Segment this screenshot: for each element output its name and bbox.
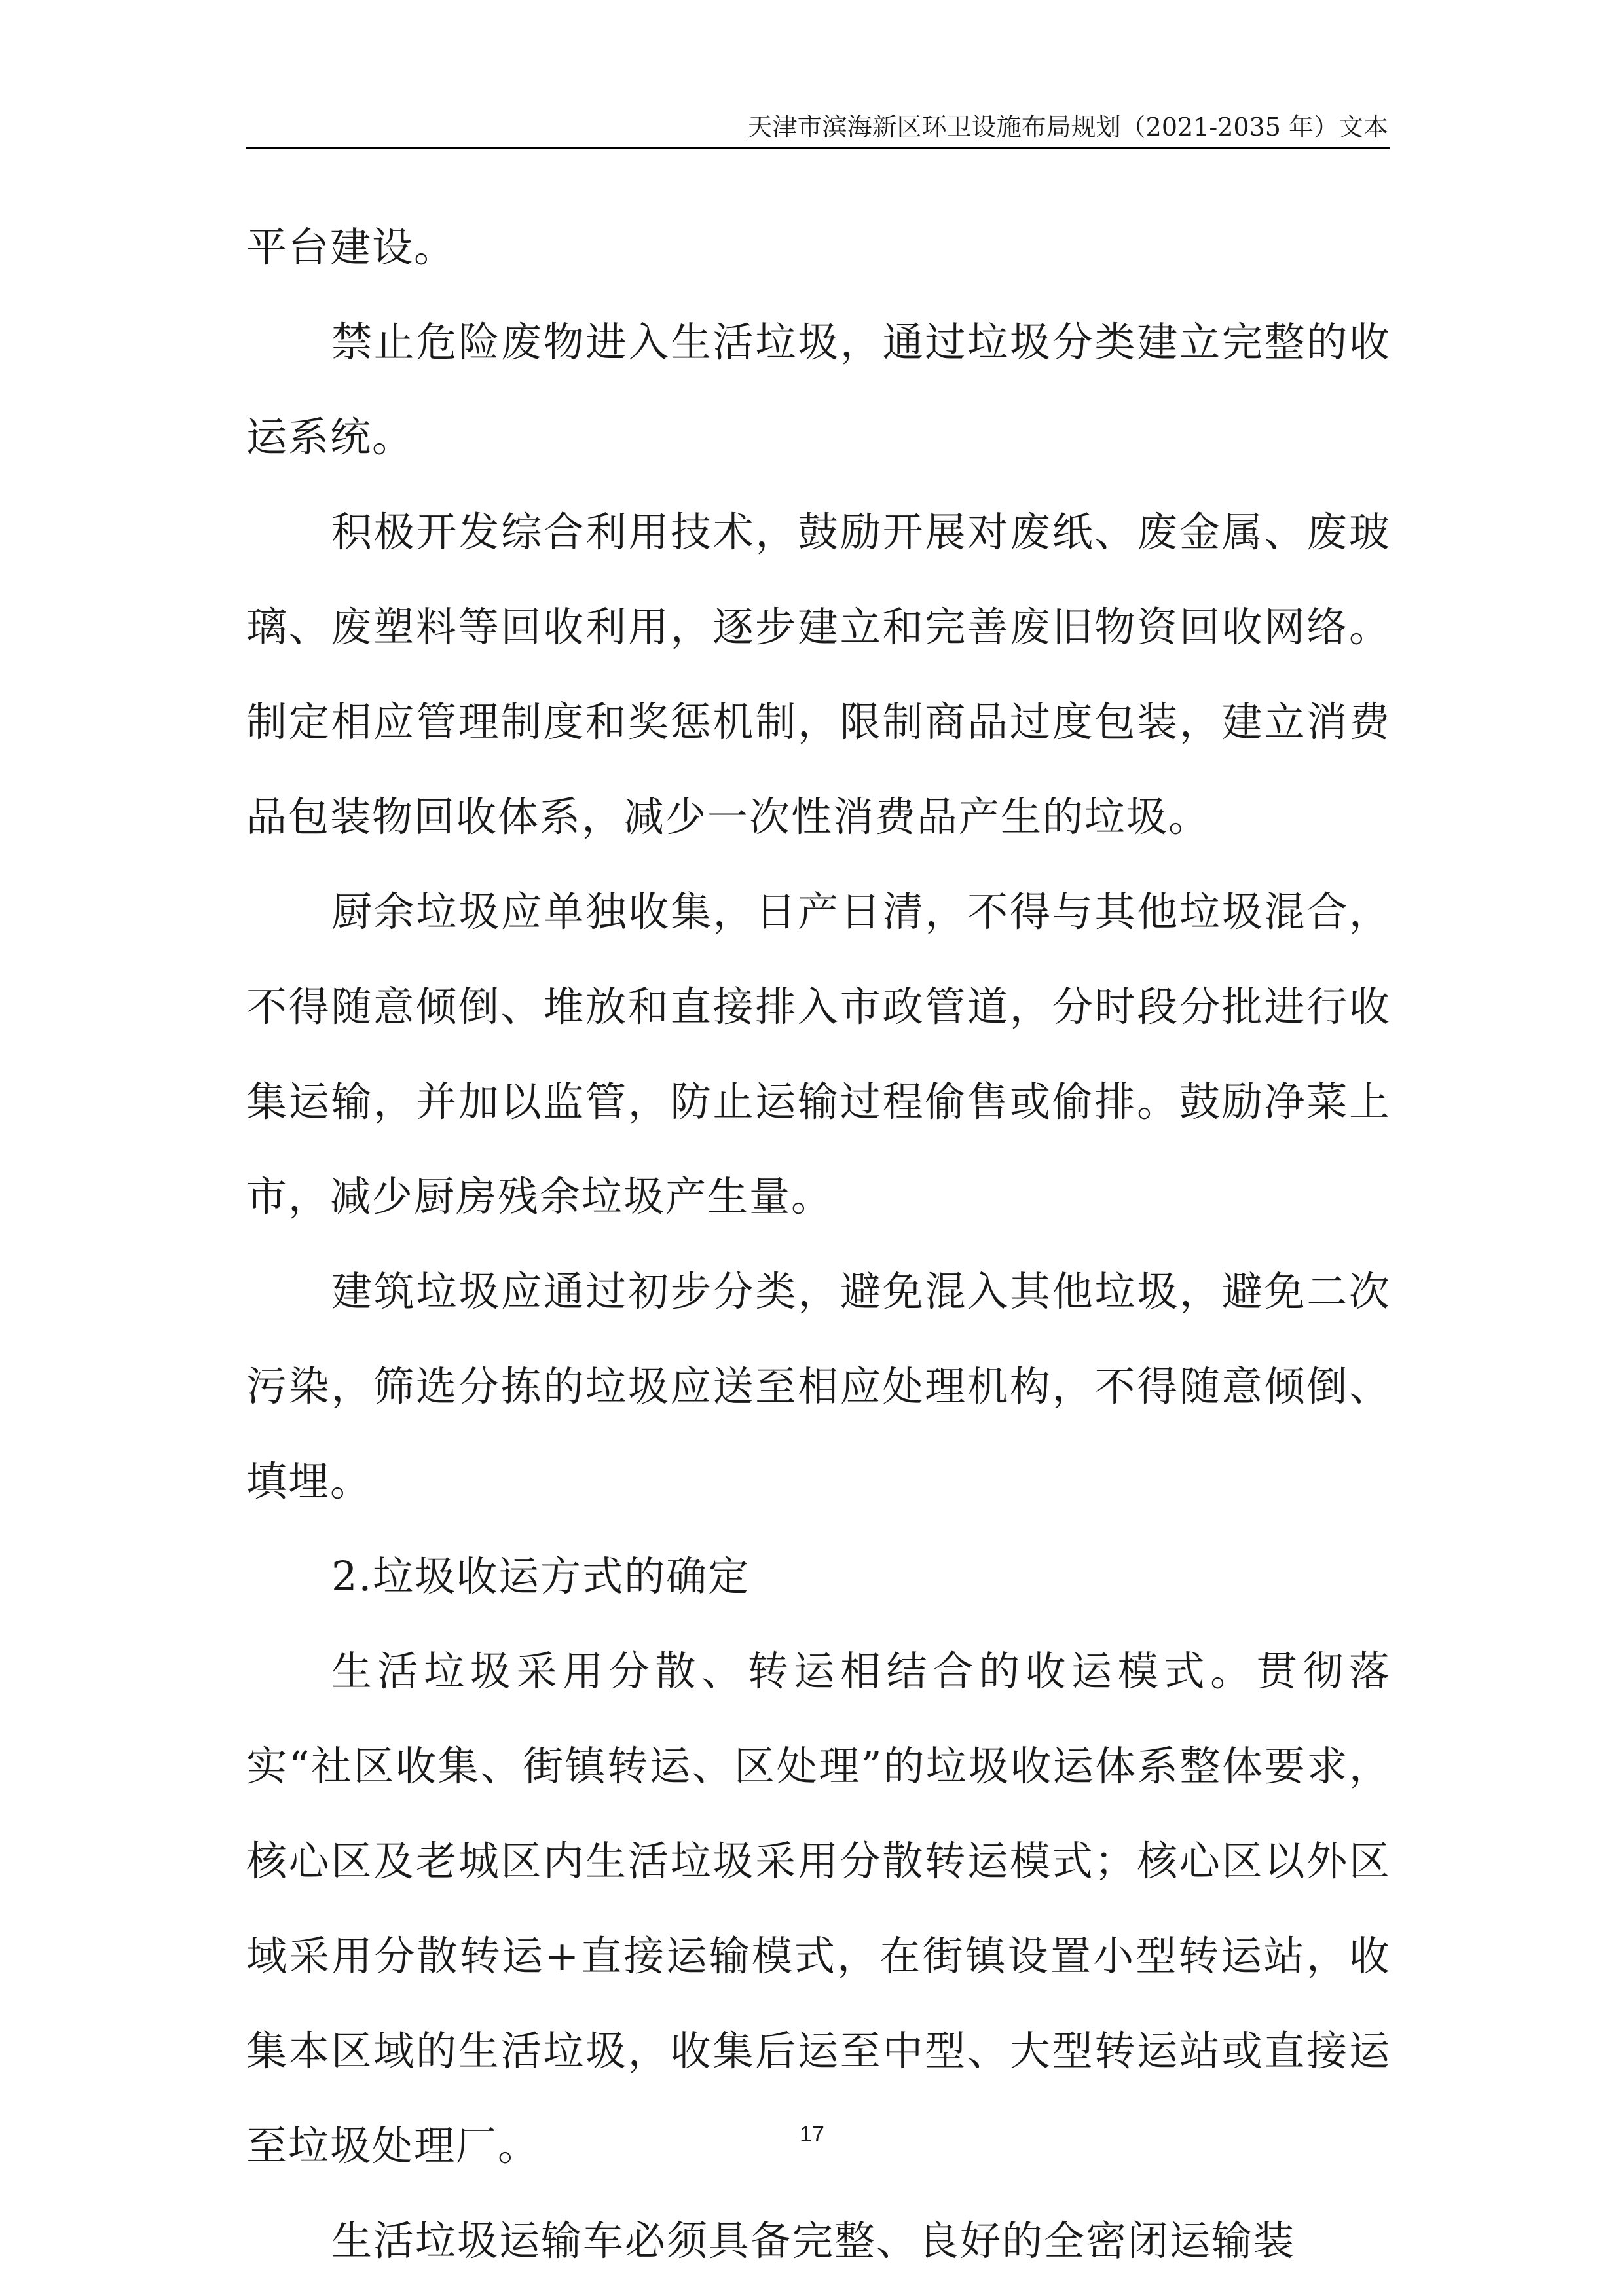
page-header: [246, 111, 1390, 149]
section-heading: 2.垃圾收运方式的确定: [331, 1552, 750, 1600]
paragraph-collection-mode: 生活垃圾采用分散、转运相结合的收运模式。贯彻落实“社区收集、街镇转运、区处理”的垃圾收运体系整体要求，核心区及老城区内生活垃圾采用分散转运模式；核心区以外区域采用分散转运+直接运输模式，在街镇设置小型转运站，收集本区域的生活垃圾，收集后运至中型、大型转运站或直接运至垃圾处理厂。: [246, 1647, 1391, 2170]
paragraph-kitchen-waste: 厨余垃圾应单独收集，日产日清，不得与其他垃圾混合，不得随意倾倒、堆放和直接排入市政管道，分时段分批进行收集运输，并加以监管，防止运输过程偷售或偷排。鼓励净菜上市，减少厨房残余垃圾产生量。: [246, 888, 1391, 1220]
page-number: 17: [800, 2122, 824, 2147]
body-text: [246, 200, 1391, 2288]
paragraph-recycling: 积极开发综合利用技术，鼓励开展对废纸、废金属、废玻璃、废塑料等回收利用，逐步建立和完善废旧物资回收网络。制定相应管理制度和奖惩机制，限制商品过度包装，建立消费品包装物回收体系，减少一次性消费品产生的垃圾。: [246, 508, 1391, 841]
paragraph-continuation: 平台建设。: [246, 223, 456, 271]
paragraph-transport-vehicle: 生活垃圾运输车必须具备完整、良好的全密闭运输装: [331, 2217, 1296, 2265]
paragraph-hazardous-waste: 禁止危险废物进入生活垃圾，通过垃圾分类建立完整的收运系统。: [246, 318, 1391, 461]
header-title: 天津市滨海新区环卫设施布局规划（2021-2035 年）文本: [747, 113, 1388, 141]
paragraph-construction-waste: 建筑垃圾应通过初步分类，避免混入其他垃圾，避免二次污染，筛选分拣的垃圾应送至相应处理机构，不得随意倾倒、填埋。: [246, 1267, 1391, 1505]
